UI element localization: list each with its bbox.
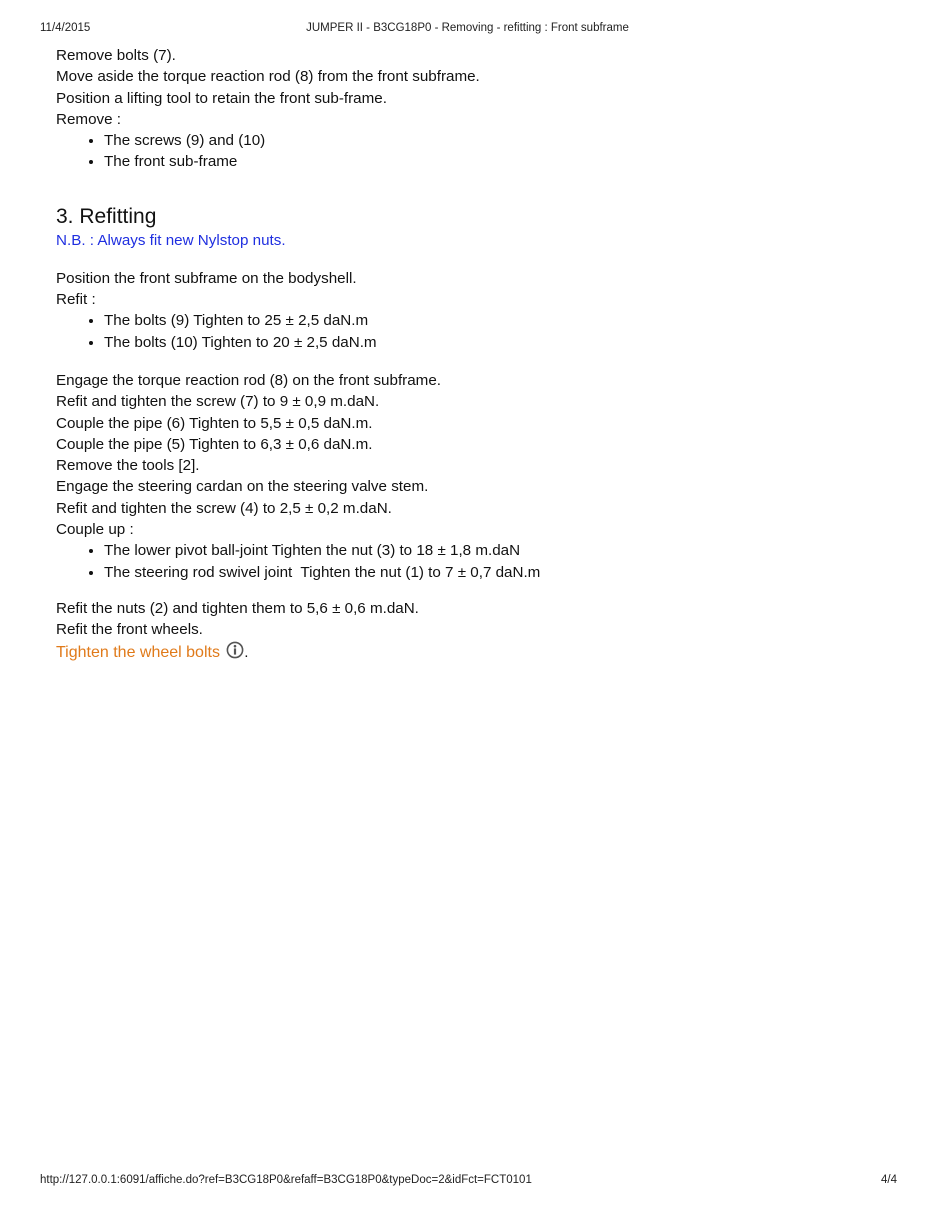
step-line: Engage the torque reaction rod (8) on the front subframe. [56, 371, 441, 389]
list-item: • The screws (9) and (10) [104, 130, 896, 151]
list-item: • The lower pivot ball-joint Tighten the nut (3) to 18 ± 1,8 m.daN [104, 540, 896, 561]
step-line: Couple the pipe (6) Tighten to 5,5 ± 0,5 daN.m. [56, 414, 373, 432]
list-item: • The front sub-frame [104, 151, 896, 172]
step-line: Position a lifting tool to retain the front sub-frame. [56, 89, 387, 107]
print-footer-page-number: 4/4 [881, 1174, 897, 1186]
step-line: Move aside the torque reaction rod (8) from the front subframe. [56, 68, 480, 86]
step-line: Couple up : [56, 521, 134, 539]
print-footer-url: http://127.0.0.1:6091/affiche.do?ref=B3CG18P0&refaff=B3CG18P0&typeDoc=2&idFct=FCT0101 [40, 1174, 532, 1186]
step-line: Couple the pipe (5) Tighten to 6,3 ± 0,6 daN.m. [56, 435, 373, 453]
step-line: Refit the nuts (2) and tighten them to 5,6 ± 0,6 m.daN. [56, 599, 419, 617]
step-line: Remove : [56, 110, 121, 128]
print-header-title: JUMPER II - B3CG18P0 - Removing - refitting : Front subframe [306, 22, 629, 34]
step-line: Refit and tighten the screw (4) to 2,5 ± 0,2 m.daN. [56, 499, 392, 517]
print-header-date: 11/4/2015 [40, 22, 91, 34]
list-item: • The steering rod swivel joint Tighten the nut (1) to 7 ± 0,7 daN.m [104, 562, 896, 583]
list-item: • The bolts (9) Tighten to 25 ± 2,5 daN.m [104, 310, 896, 331]
remove-list [56, 130, 896, 173]
wheel-bolts-link[interactable]: Tighten the wheel bolts [56, 643, 220, 661]
step-line: Remove bolts (7). [56, 47, 176, 64]
couple-up-list [56, 540, 896, 583]
refit-list [56, 310, 896, 353]
step-line: Position the front subframe on the bodyshell. [56, 269, 357, 287]
info-circle-icon[interactable] [226, 641, 244, 659]
section-title: 3. Refitting [56, 204, 157, 228]
step-line: Refit : [56, 291, 96, 309]
warning-suffix: . [244, 643, 249, 661]
step-line: Engage the steering cardan on the steering valve stem. [56, 478, 429, 496]
document-body [56, 45, 896, 664]
warning-line [56, 641, 896, 664]
step-line: Refit and tighten the screw (7) to 9 ± 0,9 m.daN. [56, 393, 380, 411]
step-line: Remove the tools [2]. [56, 457, 200, 475]
step-line: Refit the front wheels. [56, 621, 203, 639]
nb-note: N.B. : Always fit new Nylstop nuts. [56, 231, 286, 249]
list-item: • The bolts (10) Tighten to 20 ± 2,5 daN.m [104, 332, 896, 353]
